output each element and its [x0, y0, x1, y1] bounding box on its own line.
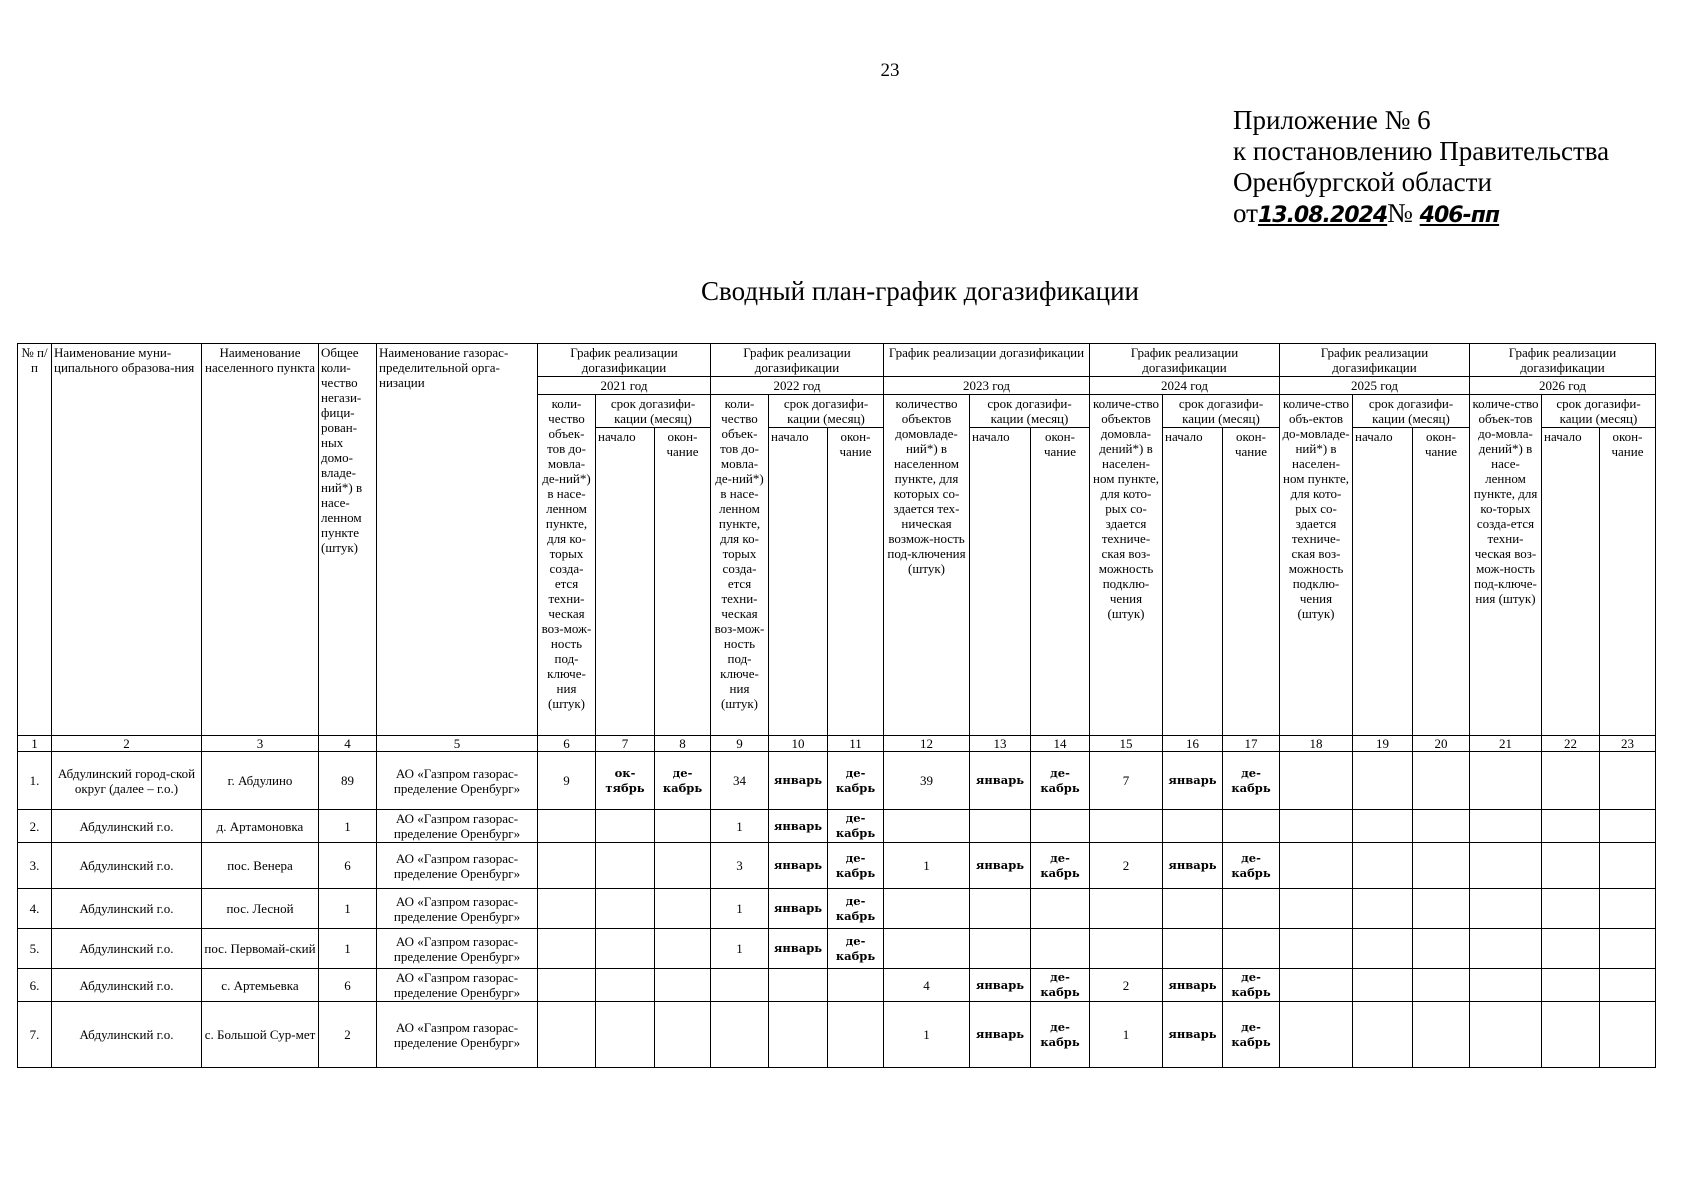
- header-num: № п/п: [18, 344, 52, 736]
- header-year-2023: 2023 год: [884, 377, 1090, 395]
- end-month-cell-2021: [655, 810, 711, 843]
- column-number: 7: [596, 736, 655, 752]
- count-cell-2025: [1280, 1002, 1353, 1068]
- row-number: 1.: [18, 752, 52, 810]
- end-month-cell-2026: [1600, 889, 1656, 929]
- municipality-cell: Абдулинский г.о.: [52, 810, 202, 843]
- end-month-cell-2021: [655, 843, 711, 889]
- total-households-cell: 1: [319, 889, 377, 929]
- end-month-cell-2026: [1600, 843, 1656, 889]
- table-row: [18, 969, 1656, 1002]
- count-cell-2021: [538, 810, 596, 843]
- end-month-cell-2024: де-кабрь: [1223, 843, 1280, 889]
- organization-cell: АО «Газпром газорас-пределение Оренбург»: [377, 889, 538, 929]
- table-row: [18, 889, 1656, 929]
- header-term-1: срок догазифи-кации (месяц): [769, 395, 884, 428]
- end-month-cell-2023: де-кабрь: [1031, 843, 1090, 889]
- end-month-cell-2024: [1223, 889, 1280, 929]
- date-prefix: от: [1233, 198, 1258, 228]
- header-settlement: Наименование населенного пункта: [202, 344, 319, 736]
- column-number: 12: [884, 736, 970, 752]
- start-month-cell-2026: [1542, 929, 1600, 969]
- end-month-cell-2023: де-кабрь: [1031, 1002, 1090, 1068]
- header-end-4: окон-чание: [1413, 428, 1470, 736]
- settlement-cell: пос. Венера: [202, 843, 319, 889]
- header-term-2: срок догазифи-кации (месяц): [970, 395, 1090, 428]
- end-month-cell-2022: де-кабрь: [828, 810, 884, 843]
- header-start-1: начало: [769, 428, 828, 736]
- table-row: [18, 810, 1656, 843]
- column-number: 5: [377, 736, 538, 752]
- header-end-1: окон-чание: [828, 428, 884, 736]
- count-cell-2022: 1: [711, 889, 769, 929]
- start-month-cell-2026: [1542, 843, 1600, 889]
- start-month-cell-2023: [970, 810, 1031, 843]
- count-cell-2024: 2: [1090, 843, 1163, 889]
- start-month-cell-2026: [1542, 889, 1600, 929]
- count-cell-2026: [1470, 810, 1542, 843]
- header-end-0: окон-чание: [655, 428, 711, 736]
- header-start-5: начало: [1542, 428, 1600, 736]
- handwritten-date: 13.08.2024: [1257, 203, 1388, 228]
- header-count-4: количе-ство объ-ектов до-мовладе-ний*) в населен-ном пункте, для кото-рых со-здается техниче-ская воз-можность подклю-чения (штук): [1280, 395, 1353, 736]
- header-schedule-3: График реализации догазификации: [1090, 344, 1280, 377]
- header-term-4: срок догазифи-кации (месяц): [1353, 395, 1470, 428]
- end-month-cell-2025: [1413, 969, 1470, 1002]
- count-cell-2025: [1280, 843, 1353, 889]
- settlement-cell: пос. Лесной: [202, 889, 319, 929]
- end-month-cell-2025: [1413, 843, 1470, 889]
- organization-cell: АО «Газпром газорас-пределение Оренбург»: [377, 810, 538, 843]
- end-month-cell-2023: де-кабрь: [1031, 752, 1090, 810]
- start-month-cell-2024: январь: [1163, 752, 1223, 810]
- start-month-cell-2025: [1353, 1002, 1413, 1068]
- organization-cell: АО «Газпром газорас-пределение Оренбург»: [377, 843, 538, 889]
- start-month-cell-2022: январь: [769, 752, 828, 810]
- row-number: 4.: [18, 889, 52, 929]
- column-number: 10: [769, 736, 828, 752]
- start-month-cell-2021: [596, 810, 655, 843]
- start-month-cell-2026: [1542, 969, 1600, 1002]
- column-number: 19: [1353, 736, 1413, 752]
- header-schedule-0: График реализации догазификации: [538, 344, 711, 377]
- start-month-cell-2025: [1353, 752, 1413, 810]
- row-number: 5.: [18, 929, 52, 969]
- start-month-cell-2026: [1542, 752, 1600, 810]
- end-month-cell-2025: [1413, 752, 1470, 810]
- end-month-cell-2024: [1223, 929, 1280, 969]
- start-month-cell-2022: январь: [769, 929, 828, 969]
- start-month-cell-2024: [1163, 929, 1223, 969]
- header-term-5: срок догазифи-кации (месяц): [1542, 395, 1656, 428]
- end-month-cell-2021: [655, 929, 711, 969]
- count-cell-2021: 9: [538, 752, 596, 810]
- table-row: [18, 929, 1656, 969]
- column-number: 8: [655, 736, 711, 752]
- end-month-cell-2024: де-кабрь: [1223, 752, 1280, 810]
- count-cell-2023: [884, 810, 970, 843]
- header-schedule-1: График реализации догазификации: [711, 344, 884, 377]
- column-number: 2: [52, 736, 202, 752]
- count-cell-2023: [884, 929, 970, 969]
- table-header: [18, 344, 1656, 752]
- count-cell-2024: 1: [1090, 1002, 1163, 1068]
- end-month-cell-2022: де-кабрь: [828, 752, 884, 810]
- count-cell-2026: [1470, 843, 1542, 889]
- header-end-3: окон-чание: [1223, 428, 1280, 736]
- start-month-cell-2022: [769, 1002, 828, 1068]
- total-households-cell: 6: [319, 969, 377, 1002]
- header-total-households: Общее коли-чество негази-фици-рован-ных домо-владе-ний*) в насе-ленном пункте (штук): [319, 344, 377, 736]
- header-year-2022: 2022 год: [711, 377, 884, 395]
- start-month-cell-2024: [1163, 810, 1223, 843]
- end-month-cell-2026: [1600, 810, 1656, 843]
- header-schedule-5: График реализации догазификации: [1470, 344, 1656, 377]
- count-cell-2023: 39: [884, 752, 970, 810]
- count-cell-2022: 1: [711, 810, 769, 843]
- number-prefix: №: [1387, 198, 1413, 228]
- total-households-cell: 1: [319, 929, 377, 969]
- start-month-cell-2025: [1353, 843, 1413, 889]
- column-number: 1: [18, 736, 52, 752]
- start-month-cell-2023: [970, 889, 1031, 929]
- start-month-cell-2023: [970, 929, 1031, 969]
- end-month-cell-2026: [1600, 752, 1656, 810]
- count-cell-2026: [1470, 1002, 1542, 1068]
- end-month-cell-2025: [1413, 929, 1470, 969]
- column-number: 23: [1600, 736, 1656, 752]
- end-month-cell-2026: [1600, 929, 1656, 969]
- column-number: 17: [1223, 736, 1280, 752]
- document-title: Сводный план-график догазификации: [701, 276, 1139, 306]
- header-start-3: начало: [1163, 428, 1223, 736]
- column-number-row: [18, 736, 1656, 752]
- start-month-cell-2024: [1163, 889, 1223, 929]
- total-households-cell: 2: [319, 1002, 377, 1068]
- start-month-cell-2022: январь: [769, 810, 828, 843]
- appendix-reference: к постановлению Правительства: [1233, 136, 1610, 166]
- end-month-cell-2022: де-кабрь: [828, 889, 884, 929]
- organization-cell: АО «Газпром газорас-пределение Оренбург»: [377, 752, 538, 810]
- header-year-2025: 2025 год: [1280, 377, 1470, 395]
- count-cell-2021: [538, 889, 596, 929]
- count-cell-2021: [538, 843, 596, 889]
- count-cell-2021: [538, 929, 596, 969]
- end-month-cell-2022: [828, 1002, 884, 1068]
- end-month-cell-2023: де-кабрь: [1031, 969, 1090, 1002]
- handwritten-number: 406-пп: [1419, 203, 1500, 228]
- plan-table: [17, 343, 1656, 1068]
- count-cell-2024: 2: [1090, 969, 1163, 1002]
- row-number: 2.: [18, 810, 52, 843]
- end-month-cell-2022: де-кабрь: [828, 843, 884, 889]
- header-end-2: окон-чание: [1031, 428, 1090, 736]
- column-number: 3: [202, 736, 319, 752]
- header-year-2026: 2026 год: [1470, 377, 1656, 395]
- count-cell-2021: [538, 1002, 596, 1068]
- count-cell-2022: [711, 969, 769, 1002]
- end-month-cell-2024: де-кабрь: [1223, 969, 1280, 1002]
- end-month-cell-2021: [655, 1002, 711, 1068]
- start-month-cell-2024: январь: [1163, 1002, 1223, 1068]
- start-month-cell-2021: ок-тябрь: [596, 752, 655, 810]
- page-number: 23: [880, 60, 900, 81]
- start-month-cell-2025: [1353, 929, 1413, 969]
- end-month-cell-2023: [1031, 889, 1090, 929]
- count-cell-2026: [1470, 929, 1542, 969]
- count-cell-2022: 1: [711, 929, 769, 969]
- end-month-cell-2025: [1413, 1002, 1470, 1068]
- header-start-4: начало: [1353, 428, 1413, 736]
- column-number: 20: [1413, 736, 1470, 752]
- count-cell-2022: 34: [711, 752, 769, 810]
- header-row-schedule: [18, 344, 1656, 377]
- count-cell-2024: 7: [1090, 752, 1163, 810]
- municipality-cell: Абдулинский город-ской округ (далее – г.о.): [52, 752, 202, 810]
- count-cell-2024: [1090, 810, 1163, 843]
- start-month-cell-2021: [596, 843, 655, 889]
- column-number: 4: [319, 736, 377, 752]
- start-month-cell-2024: январь: [1163, 843, 1223, 889]
- row-number: 6.: [18, 969, 52, 1002]
- column-number: 15: [1090, 736, 1163, 752]
- appendix-title: Приложение № 6: [1233, 105, 1431, 135]
- start-month-cell-2022: [769, 969, 828, 1002]
- settlement-cell: с. Артемьевка: [202, 969, 319, 1002]
- municipality-cell: Абдулинский г.о.: [52, 843, 202, 889]
- table-row: [18, 1002, 1656, 1068]
- header-end-5: окон-чание: [1600, 428, 1656, 736]
- table-body: [18, 752, 1656, 1068]
- column-number: 16: [1163, 736, 1223, 752]
- count-cell-2026: [1470, 889, 1542, 929]
- municipality-cell: Абдулинский г.о.: [52, 889, 202, 929]
- count-cell-2023: [884, 889, 970, 929]
- column-number: 18: [1280, 736, 1353, 752]
- total-households-cell: 89: [319, 752, 377, 810]
- end-month-cell-2021: [655, 969, 711, 1002]
- column-number: 21: [1470, 736, 1542, 752]
- count-cell-2021: [538, 969, 596, 1002]
- header-count-2: количество объектов домовладе-ний*) в населенном пункте, для которых со-здается тех-ническая возмож-ность под-ключения (штук): [884, 395, 970, 736]
- end-month-cell-2026: [1600, 969, 1656, 1002]
- column-number: 11: [828, 736, 884, 752]
- start-month-cell-2022: январь: [769, 843, 828, 889]
- municipality-cell: Абдулинский г.о.: [52, 969, 202, 1002]
- municipality-cell: Абдулинский г.о.: [52, 929, 202, 969]
- count-cell-2025: [1280, 889, 1353, 929]
- column-number: 13: [970, 736, 1031, 752]
- header-year-2024: 2024 год: [1090, 377, 1280, 395]
- header-municipality: Наименование муни-ципального образова-ния: [52, 344, 202, 736]
- count-cell-2025: [1280, 810, 1353, 843]
- start-month-cell-2023: январь: [970, 969, 1031, 1002]
- count-cell-2023: 1: [884, 1002, 970, 1068]
- column-number: 6: [538, 736, 596, 752]
- count-cell-2022: [711, 1002, 769, 1068]
- column-number: 9: [711, 736, 769, 752]
- start-month-cell-2026: [1542, 810, 1600, 843]
- appendix-region: Оренбургской области: [1233, 167, 1492, 197]
- count-cell-2026: [1470, 752, 1542, 810]
- start-month-cell-2026: [1542, 1002, 1600, 1068]
- total-households-cell: 1: [319, 810, 377, 843]
- total-households-cell: 6: [319, 843, 377, 889]
- header-start-0: начало: [596, 428, 655, 736]
- header-count-3: количе-ство объектов домовла-дений*) в населен-ном пункте, для кото-рых со-здается техниче-ская воз-можность подклю-чения (штук): [1090, 395, 1163, 736]
- start-month-cell-2022: январь: [769, 889, 828, 929]
- appendix-block: [1233, 105, 1609, 231]
- start-month-cell-2021: [596, 889, 655, 929]
- table-row: [18, 843, 1656, 889]
- end-month-cell-2025: [1413, 810, 1470, 843]
- count-cell-2025: [1280, 929, 1353, 969]
- header-count-5: количе-ство объек-тов до-мовла-дений*) в насе-ленном пункте, для ко-торых созда-ется техни-ческая воз-мож-ность под-ключе-ния (штук): [1470, 395, 1542, 736]
- column-number: 14: [1031, 736, 1090, 752]
- count-cell-2025: [1280, 969, 1353, 1002]
- header-count-0: коли-чество объек-тов до-мовла-де-ний*) в насе-ленном пункте, для ко-торых созда-ется техни-ческая воз-мож-ность под-ключе-ния (штук): [538, 395, 596, 736]
- start-month-cell-2021: [596, 929, 655, 969]
- count-cell-2022: 3: [711, 843, 769, 889]
- count-cell-2025: [1280, 752, 1353, 810]
- header-count-1: коли-чество объек-тов до-мовла-де-ний*) в насе-ленном пункте, для ко-торых созда-ется техни-ческая воз-мож-ность под-ключе-ния (штук): [711, 395, 769, 736]
- header-term-3: срок догазифи-кации (месяц): [1163, 395, 1280, 428]
- column-number: 22: [1542, 736, 1600, 752]
- organization-cell: АО «Газпром газорас-пределение Оренбург»: [377, 1002, 538, 1068]
- start-month-cell-2021: [596, 1002, 655, 1068]
- settlement-cell: г. Абдулино: [202, 752, 319, 810]
- organization-cell: АО «Газпром газорас-пределение Оренбург»: [377, 929, 538, 969]
- end-month-cell-2022: [828, 969, 884, 1002]
- start-month-cell-2023: январь: [970, 843, 1031, 889]
- appendix-date-line: [1233, 198, 1609, 231]
- count-cell-2024: [1090, 889, 1163, 929]
- end-month-cell-2026: [1600, 1002, 1656, 1068]
- start-month-cell-2023: январь: [970, 1002, 1031, 1068]
- end-month-cell-2021: де-кабрь: [655, 752, 711, 810]
- count-cell-2024: [1090, 929, 1163, 969]
- end-month-cell-2021: [655, 889, 711, 929]
- settlement-cell: д. Артамоновка: [202, 810, 319, 843]
- end-month-cell-2023: [1031, 929, 1090, 969]
- count-cell-2023: 1: [884, 843, 970, 889]
- start-month-cell-2021: [596, 969, 655, 1002]
- settlement-cell: пос. Первомай-ский: [202, 929, 319, 969]
- settlement-cell: с. Большой Сур-мет: [202, 1002, 319, 1068]
- count-cell-2023: 4: [884, 969, 970, 1002]
- start-month-cell-2023: январь: [970, 752, 1031, 810]
- start-month-cell-2025: [1353, 889, 1413, 929]
- end-month-cell-2024: де-кабрь: [1223, 1002, 1280, 1068]
- start-month-cell-2025: [1353, 810, 1413, 843]
- end-month-cell-2023: [1031, 810, 1090, 843]
- header-schedule-2: График реализации догазификации: [884, 344, 1090, 377]
- end-month-cell-2024: [1223, 810, 1280, 843]
- row-number: 3.: [18, 843, 52, 889]
- header-organization: Наименование газорас-пределительной орга-низации: [377, 344, 538, 736]
- count-cell-2026: [1470, 969, 1542, 1002]
- header-term-0: срок догазифи-кации (месяц): [596, 395, 711, 428]
- header-start-2: начало: [970, 428, 1031, 736]
- municipality-cell: Абдулинский г.о.: [52, 1002, 202, 1068]
- end-month-cell-2025: [1413, 889, 1470, 929]
- end-month-cell-2022: де-кабрь: [828, 929, 884, 969]
- start-month-cell-2025: [1353, 969, 1413, 1002]
- row-number: 7.: [18, 1002, 52, 1068]
- start-month-cell-2024: январь: [1163, 969, 1223, 1002]
- header-year-2021: 2021 год: [538, 377, 711, 395]
- header-schedule-4: График реализации догазификации: [1280, 344, 1470, 377]
- table-row: [18, 752, 1656, 810]
- organization-cell: АО «Газпром газорас-пределение Оренбург»: [377, 969, 538, 1002]
